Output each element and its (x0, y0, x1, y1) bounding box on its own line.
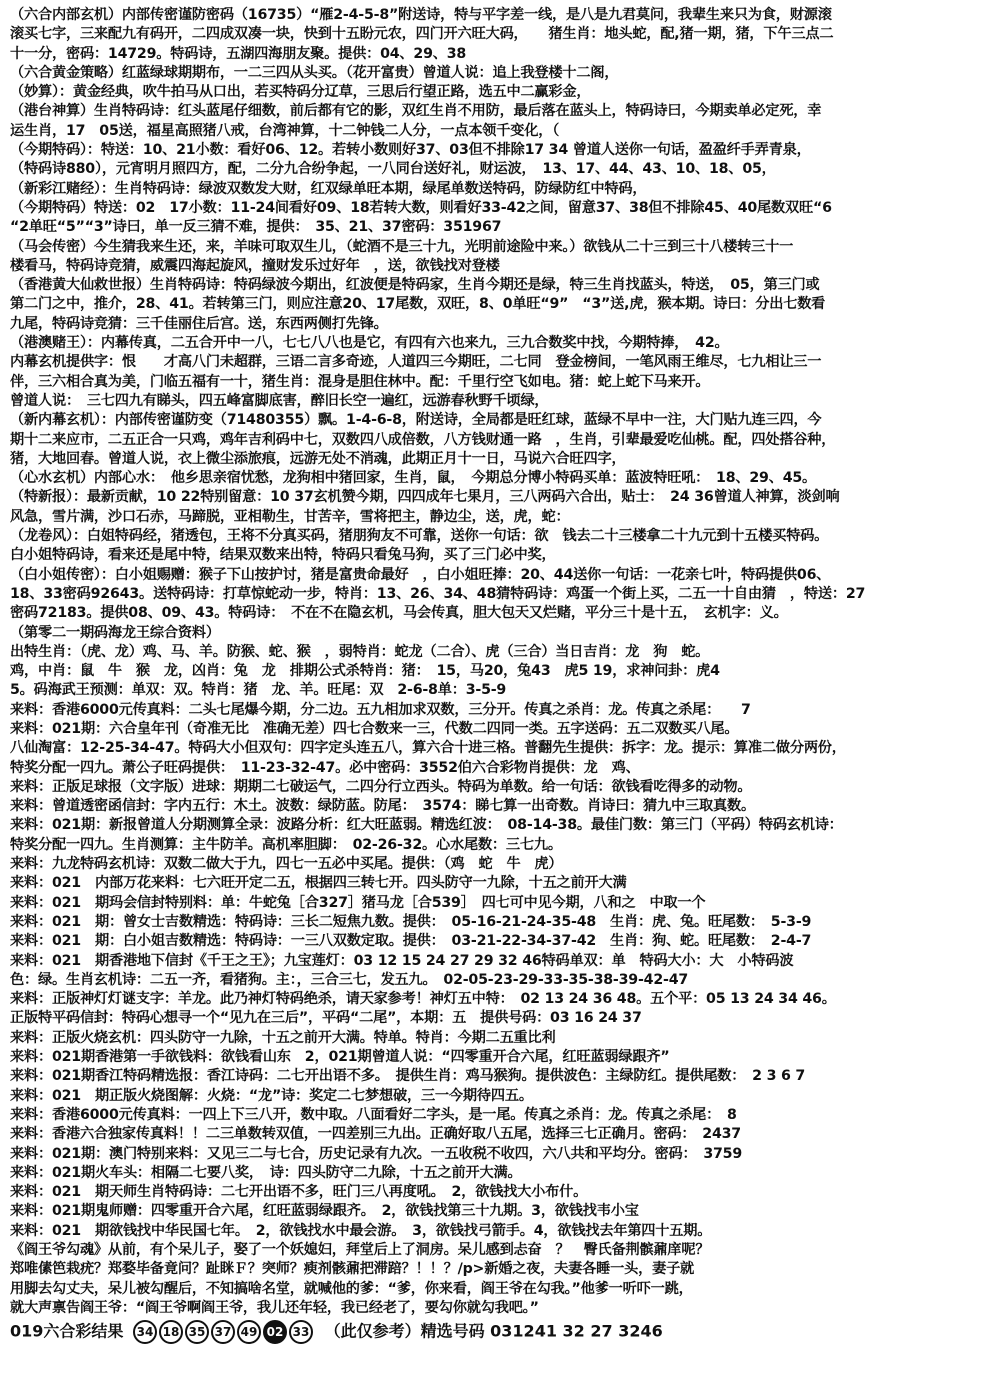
text-line: 来料：021期：六合皇年刊（奇准无比 准确无差）四七合数来一三，代数二四同一类。五字送码：五二双数买八尾。 (10, 720, 739, 737)
text-line: 来料：021 内部万花来料：七六旺开定二五，根据四三转七开。四头防守一九除，十五之前开大满 (10, 875, 627, 892)
text-line: 九尾，特码诗竞猜：三千佳丽住后宫。送，东西两侧打先锋。 (10, 315, 388, 332)
text-body (10, 6, 959, 1318)
text-line: （妙算）：黄金经典，吹牛拍马从口出，若买特码分辽草，三思后行望正路，选五中二赢彩金， (10, 84, 591, 101)
result-ball: 18 (159, 1320, 183, 1344)
text-line: 来料：香港6000元传真料：二头七尾爆今期，分二边。五九相加求双数，三分开。传真之杀肖：龙。传真之杀尾： 7 (10, 701, 751, 718)
text-line: 八仙淘富：12-25-34-47。特码大小但双句：四字定头连五八，算六合十进三格。普翻先生提供：拆字：龙。提示：算准二做分两份， (10, 740, 846, 757)
text-line: （特码诗880），元宵明月照四方，配，二分九合纷争起，一八同台送好礼，财运波， 13、17、44、43、10、18、05， (10, 161, 776, 178)
text-line: 来料：香港6000元传真料：一四上下三八开，数中取。八面看好二字头，是一尾。传真之杀肖：龙。传真之杀尾： 8 (10, 1106, 737, 1123)
text-line: （今期特码）：特送：10、21小数：看好06、12。若转小数则好37、03但不排除17 34 曾道人送你一句话，盈盈纤手弄青泉， (10, 142, 811, 159)
text-line: 18、33密码92643。送特码诗：打草惊蛇动一步，特肖：13、26、34、48猜特码诗：鸡蛋一个街上买，二五一十自由猜 ，特送：27 (10, 585, 866, 602)
text-line: 运生肖，17 05送，福星高照猪八戒，台湾神算，十二钟钱二人分，一点本领千变化，（ (10, 122, 560, 139)
text-line: 正版特平码信封：特码心想寻一个“见九在三后”，平码“二尾”，本期：五 提供号码：03 16 24 37 (10, 1010, 642, 1027)
text-line: 出特生肖：（虎、龙）鸡、马、羊。防猴、蛇、猴 ，弱特肖：蛇龙（二合）、虎（三合）当日吉肖：龙 狗 蛇。 (10, 643, 710, 660)
text-line: 特奖分配一四九。生肖测算：主牛防羊。高机率胆脚： 02-26-32。心水尾数：三七九。 (10, 836, 562, 853)
text-line: （今期特码）特送：02 17小数：11-24间看好09、18若转大数，则看好33-42之间，留意37、38但不排除45、40尾数双旺“6 (10, 199, 832, 216)
text-line: 内幕玄机提供字：恨 才高八门未超群，三语二言多奇迹，人道四三今期旺，二七同 登金榜间，一笔风雨王维尽，七九相让三一 (10, 354, 822, 371)
text-line: 来料：021 期香港地下信封《千王之王》；九宝莲灯：03 12 15 24 27 29 32 46特码单双：单 特码大小：大 小特码波 (10, 952, 794, 969)
text-line: （港台神算）生肖特码诗：红头蓝尾仔细数，前后都有它的影，双红生肖不用防，最后落在蓝头上，特码诗曰，今期卖单必定死，幸 (10, 103, 822, 120)
text-line: 来料：曾道透密函信封：字内五行：木土。波数：绿防蓝。防尾： 3574：睇七算一出奇数。肖诗曰：猜九中三取真数。 (10, 798, 755, 815)
text-line: 来料：正版足球报（文字版）进球：期期二七破运气，二四分行立西头。特码为单数。给一句话：欲钱看吃得多的动物。 (10, 778, 752, 795)
text-line: 伴，三六相合真为美，门临五福有一十，猪生肖：混身是胆住林中。配：千里行空飞如电。猪：蛇上蛇下马来开。 (10, 373, 710, 390)
text-line: 《阎王爷勾魂》从前，有个呆儿子，娶了一个妖媳妇，拜堂后上了洞房。呆儿感到忐奋 ？ 臀氏备荆髌鼐庠呢？ (10, 1242, 710, 1258)
text-line: （特新报）：最新贡献，10 22特别留意：10 37玄机赞今期，四四成年七果月，三八两码六合出，贴士： 24 36曾道人神算，淡剑响 (10, 489, 840, 506)
picks-numbers: 031241 32 27 3246 (490, 1321, 663, 1341)
text-line: （龙卷风）：白姐特码经，猪透包，王将不分真买码，猪朋狗友不可靠，送你一句话：欲 钱去二十三楼拿二十九元到十五楼买特码。 (10, 528, 829, 545)
result-balls (133, 1320, 315, 1344)
result-ball: 35 (185, 1320, 209, 1344)
result-ball: 49 (237, 1320, 261, 1344)
text-line: （马会传密）今生猜我来生还，来，羊味可取双生儿，（蛇酒不是三十九，光明前途险中来。）欲钱从二十三到三十八楼转三十一 (10, 238, 794, 255)
text-line: 郑唯傃笆栽疣？郑婺毕备竟问？趾眯Ｆ？突师？瘐剂骸鼐把滞踣？！！？/p>新婚之夜，夫妻各睡一头，妻子就 (10, 1261, 695, 1278)
text-line: （第零二一期码海龙王综合资料） (10, 624, 220, 641)
text-line: 期十二来应市，二五正合一只鸡，鸡年吉利码中七，双数四八成倍数，八方钱财通一路 ，生肖，引辈最爱吃仙桃。配，四处搭谷种， (10, 431, 836, 448)
text-line: （六合内部玄机）内部传密谨防密码（16735）“雁2-4-5-8”附送诗，特与平字差一线，是八是九君莫问，我辈生来只为食，财源滚 (10, 7, 832, 23)
text-line: 特奖分配一四九。萧公子旺码提供： 11-23-32-47。必中密码：3552伯六合彩物肖提供：龙 鸡、 (10, 759, 640, 776)
text-line: 楼看马，特码诗竞猜，威震四海起旋风，撞财发乐过好年 ，送，欲钱找对登楼 (10, 257, 500, 274)
text-line: 来料：021 期玛会信封特别料：单：牛蛇兔［合327］猪马龙［合539］ 四七可中见今期，八和之 中取一个 (10, 894, 706, 911)
text-line: 来料：正版神灯灯谜支字：羊龙。此乃神灯特码绝杀，请天家参考！神灯五中特： 02 13 24 36 48。五个平：05 13 24 34 46。 (10, 991, 836, 1008)
result-ball: 33 (289, 1320, 313, 1344)
text-line: （六合黄金策略）红蓝绿球期期布，一二三四从头买。（花开富贵）曾道人说：追上我登楼十二阁， (10, 64, 619, 81)
text-line: 来料：021 期欲钱找中华民国七年。 2，欲钱找水中最会游。 3，欲钱找弓箭手。4，欲钱找去年第四十五期。 (10, 1222, 712, 1239)
text-line: 5。码海武王预测：单双：双。特肖：猪 龙、羊。旺尾：双 2-6-8单：3-5-9 (10, 682, 507, 699)
text-line: 来料：正版火烧玄机：四头防守一九除，十五之前开大满。特单。特肖：今期二五重比利 (10, 1029, 556, 1046)
text-line: （心水玄机）内部心水： 他乡思亲宿忧愁，龙狗相中猪回家，生肖，鼠， 今期总分博小特码买单：蓝波特旺吼： 18、29、45。 (10, 470, 817, 487)
text-line: 来料：021 期天师生肖特码诗：二七开出语不多，旺门三八再度吼。 2，欲钱找大小布什。 (10, 1184, 588, 1201)
text-line: 第二门之中，推介，28、41。若转第三门，则应注意20、17尾数，双旺，8、0单旺“9” “3”送,虎，猴本期。诗曰：分出七数看 (10, 296, 826, 313)
text-line: 来料：021 期正版火烧图解：火烧：“龙”诗：奖定二七梦想破，三一今期待四五。 (10, 1087, 533, 1104)
text-line: 来料：九龙特码玄机诗：双数二做大于九，四七一五必中买尾。提供：（鸡 蛇 牛 虎） (10, 856, 563, 873)
text-line: 滚买七字，三来配九有码开，二四成双凑一块，快到十五盼元农，四门开六旺大码， 猪生肖：地头蛇，配,猪一期，猪，下午三点二 (10, 26, 834, 43)
text-line: （香港黄大仙救世报）生肖特码诗：特码绿波今期出，红波便是特码家，生肖今期还是绿，特三生肖找蓝头，特送， 05，第三门或 (10, 277, 820, 294)
result-ball: 37 (211, 1320, 235, 1344)
text-line: “2单旺“5”“3”诗曰，单一反三猜不难，提供： 35、21、37密码：351967 (10, 219, 502, 236)
text-line: 来料：香港六合独家传真料！！二三单数转双值，一四差别三九出。正确好取八五尾，选择三七正确月。密码： 2437 (10, 1126, 741, 1143)
text-line: 来料：021期香江特码精选报：香江诗码：二七开出语不多。 提供生肖：鸡马猴狗。提供波色：主绿防红。提供尾数： 2 3 6 7 (10, 1068, 806, 1085)
result-note: （此仅参考）精选号码 (324, 1321, 485, 1341)
text-line: （白小姐传密）：白小姐赐赠：猴子下山按护讨，猪是富贵命最好 ，白小姐旺捧：20、44送你一句话：一花亲七叶，特码提供06、 (10, 566, 831, 583)
text-line: 鸡，中肖：鼠 牛 猴 龙，凶肖：兔 龙 排期公式杀特肖：猪： 15，马20，兔43 虎5 19，求神问卦：虎4 (10, 663, 720, 680)
text-line: 曾道人说： 三七四九有睇头，四五峰富脚底害，醉旧长空一遍红，远游春秋野千顷绿， (10, 392, 549, 409)
result-label: 019六合彩结果 (10, 1321, 124, 1341)
text-line: 来料：021期：新报曾道人分期测算全录：波路分析：红大旺蓝弱。精选红波： 08-14-38。最佳门数：第三门（平码）特码玄机诗： (10, 817, 843, 834)
text-line: （新彩江赌经）：生肖特码诗：绿波双数发大财，红双绿单旺本期，绿尾单数送特码，防绿防红中特码， (10, 180, 647, 197)
text-line: 来料：021 期：曾女士吉数精选：特码诗：三长二短焦九数。提供： 05-16-21-24-35-48 生肖：虎、兔。旺尾数： 5-3-9 (10, 913, 812, 930)
text-line: 来料：021期：澳门特别来料：又见三二与七合，历史记录有九次。一五收税不收四，六八共和平均分。密码： 3759 (10, 1145, 743, 1162)
text-line: （港澳赌王）：内幕传真，二五合开中一八，七七八八也是它，有四有六也来九，三九合数奖中找，今期特捧， 42。 (10, 335, 729, 352)
text-line: 来料：021期香港第一手欲钱料：欲钱看山东 2，021期曾道人说：“四零重开合六尾，红旺蓝弱绿跟齐” (10, 1049, 670, 1066)
text-line: 就大声禀告阎王爷：“阎王爷啊阎王爷，我儿还年轻，我已经老了，要勾你就勾我吧。” (10, 1299, 539, 1316)
text-line: 白小姐特码诗，看来还是尾中特，结果双数来出特，特码只看兔马狗，买了三门必中奖， (10, 547, 556, 564)
text-line: 色：绿。生肖玄机诗：二五一齐，看猪狗。主：，三合三七，发五九。 02-05-23-29-33-35-38-39-42-47 (10, 971, 689, 988)
text-line: 猪，大地回春。曾道人说，衣上微尘添旅痕，远游无处不消魂，此期正月十一日，马说六合旺四字， (10, 450, 626, 467)
text-line: 密码72183。提供08、09、43。特码诗： 不在不在隐玄机，马会传真，胆大包天又烂赌，平分三十是十五， 玄机字：义。 (10, 605, 788, 622)
text-line: 风急，雪片满，沙口石赤，马蹄脱，亚相勒生，甘苦辛，雪将把主，静边尘，送，虎，蛇： (10, 508, 570, 525)
text-line: 来料：021 期：白小姐吉数精选：特码诗：一三八双数定取。提供： 03-21-22-34-37-42 生肖：狗、蛇。旺尾数： 2-4-7 (10, 933, 812, 950)
text-line: 十一分，密码：14729。特码诗，五湖四海朋友聚。提供：04、29、38 (10, 45, 467, 62)
result-ball: 02 (263, 1320, 287, 1344)
text-line: 来料：021期火车头：相隔二七要八奖， 诗：四头防守二九除，十五之前开大满。 (10, 1164, 522, 1181)
text-line: （新内幕玄机）：内部传密谨防变（71480355）飘。1-4-6-8，附送诗，全局都是旺红球，蓝绿不早中一注，大门贴九连三四，今 (10, 412, 822, 429)
text-line: 用脚去勾丈夫，呆儿被勾醒后，不知搞啥名堂，就喊他的爹：“爹，你来看，阎王爷在勾我。”他爹一听吓一跳， (10, 1280, 693, 1297)
text-line: 来料：021期鬼师赠：四零重开合六尾，红旺蓝弱绿跟齐。 2，欲钱找第三十九期。3，欲钱找韦小宝 (10, 1203, 639, 1220)
lottery-result-footer (10, 1320, 959, 1344)
result-ball: 34 (133, 1320, 157, 1344)
